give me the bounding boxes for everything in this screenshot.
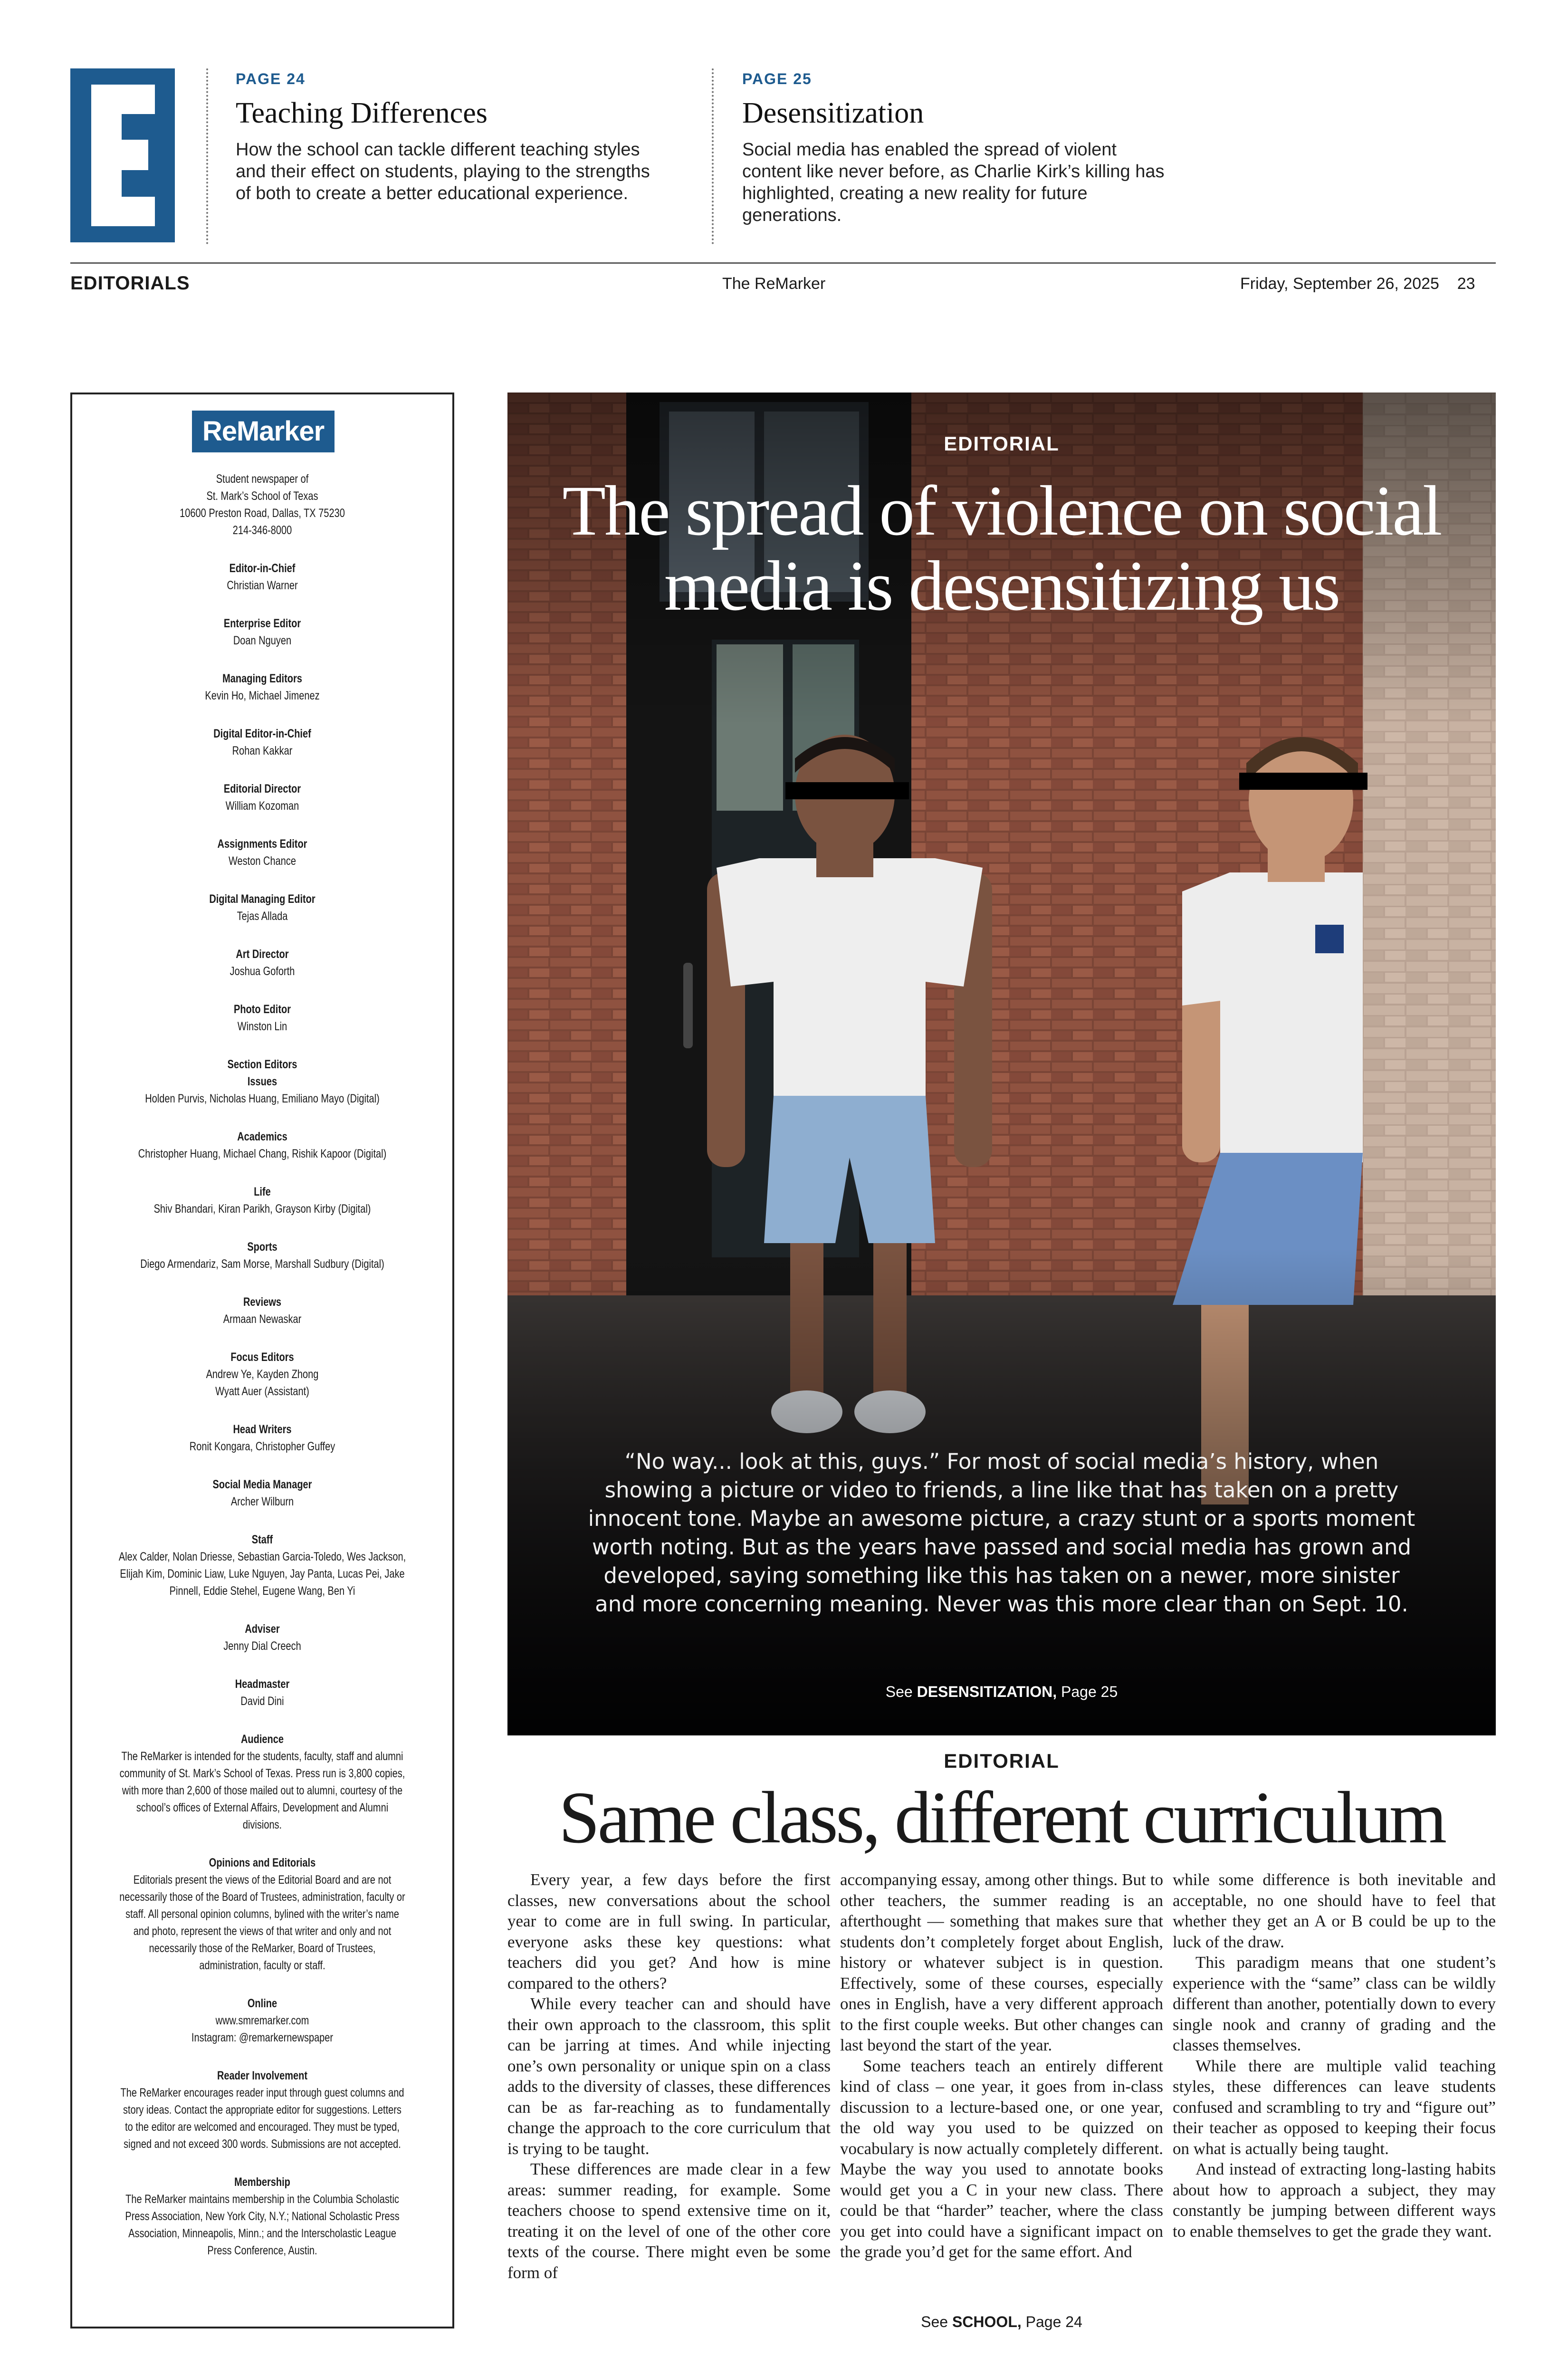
paragraph: Every year, a few days before the first classes, new conversations about the school year to come are in full swing. In particular, everyone asks these key questions: what teachers did you get? And how is mine compared to the others? (507, 1870, 831, 1993)
article-column-3 (1173, 1869, 1496, 2242)
staff-names: Christian Warner (227, 579, 298, 592)
staff-role: Head Writers (233, 1423, 292, 1436)
masthead-intro-line: St. Mark’s School of Texas (206, 489, 318, 503)
staff-names: David Dini (240, 1695, 284, 1708)
jump-prefix: See (885, 1683, 913, 1700)
staff-role: Editorial Director (223, 782, 301, 795)
staff-role: Assignments Editor (217, 837, 307, 851)
staff-entry (118, 1421, 407, 1455)
staff-role: Membership (234, 2175, 290, 2189)
staff-entry (118, 670, 407, 704)
staff-role: Adviser (245, 1622, 280, 1636)
staff-names: Rohan Kakkar (232, 744, 293, 757)
staff-names: Kevin Ho, Michael Jimenez (205, 689, 320, 702)
staff-names: Alex Calder, Nolan Driesse, Sebastian Garcia-Toledo, Wes Jackson, Elijah Kim, Dominic Liaw, Luke Nguyen, Jay Panta, Lucas Pei, Jake Pinnell, Eddie Stehel, Eugene Wang, Ben Yi (118, 1550, 406, 1598)
remarker-logo: ReMarker (192, 411, 335, 452)
staff-entry (118, 891, 407, 925)
paragraph: while some difference is both inevitable and acceptable, no one should have to feel that whether they get an A or B could be up to the luck of the draw. (1173, 1870, 1496, 1951)
staff-entry (118, 1238, 407, 1273)
paper-name: The ReMarker (722, 275, 826, 293)
staff-entry (118, 1128, 407, 1162)
staff-entry (118, 1349, 407, 1400)
paragraph: While there are multiple valid teaching styles, these differences can leave students confused and scrambling to try and “figure out” their teacher as opposed to keeping their focus on what is actually being taught. (1173, 2056, 1496, 2158)
policy-text: The ReMarker maintains membership in the Columbia Scholastic Press Association, New York City, N.Y.; National Scholastic Press Association, Minneapolis, Minn.; and the Interscholastic League Press Conference, Austin. (125, 2193, 400, 2257)
staff-names: Weston Chance (229, 854, 296, 868)
staff-entry (118, 1531, 407, 1600)
staff-role: Audience (240, 1733, 284, 1746)
staff-role: Online (247, 1997, 277, 2010)
staff-role: Focus Editors (230, 1351, 294, 1364)
staff-role: Reviews (243, 1295, 282, 1309)
staff-names: Doan Nguyen (233, 634, 292, 647)
photo-kicker: EDITORIAL (944, 432, 1060, 455)
policy-text: Editorials present the views of the Editorial Board and are not necessarily those of the Board of Trustees, administration, faculty or staff. All personal opinion columns, bylined with the writer’s name and photo, represent the views of that writer and only and not necessarily those of the ReMarker, Board of Trustees, administration, faculty or staff. (119, 1873, 405, 1972)
paragraph: While every teacher can and should have their own approach to the classroom, this split can be jarring at times. And while injecting one’s own personality or unique spin on a class adds to the diversity of classes, these differences can be as far-reaching as to fundamentally change the approach to the core curriculum that is trying to be taught. (507, 1994, 831, 2158)
staff-names: Winston Lin (237, 1020, 287, 1033)
staff-role: Reader Involvement (217, 2069, 308, 2082)
staff-names: Jenny Dial Creech (223, 1639, 301, 1653)
policy-text: The ReMarker is intended for the students, faculty, staff and alumni community of St. Mark’s School of Texas. Press run is 3,800 copies, with more than 2,600 of those mailed out to alumni, courtesy of the school’s offices of External Affairs, Development and Alumni divisions. (119, 1750, 405, 1831)
staff-role: Academics (237, 1130, 287, 1143)
teaser-desensitization[interactable] (742, 70, 1170, 226)
paragraph: Some teachers teach an entirely different kind of class – one year, it goes from in-class discussion to a lecture-based one, or one year, the old way you used to be quizzed on vocabulary is now actually completely different. Maybe the way you used to annotate books would get you a C in your new class. There could be that “harder” teacher, where the class you get into could have a significant impact on the grade you’d get for the same effort. And (840, 2056, 1163, 2261)
online-block (118, 1995, 407, 2046)
staff-entry (118, 1676, 407, 1710)
staff-names: Armaan Newaskar (223, 1313, 302, 1326)
masthead-intro-line: 10600 Preston Road, Dallas, TX 75230 (180, 507, 345, 520)
section-logo (70, 68, 175, 242)
staff-names: Tejas Allada (237, 910, 288, 923)
policy-text: The ReMarker encourages reader input through guest columns and story ideas. Contact the appropriate editor for suggestions. Letters to the editor are welcomed and encouraged. They must be typed, signed and not exceed 300 words. Submissions are not accepted. (120, 2086, 404, 2151)
article-column-1 (507, 1869, 831, 2283)
editorial-kicker: EDITORIAL (944, 1750, 1060, 1772)
photo-headline[interactable]: The spread of violence on social media is desensitizing us (562, 471, 1441, 625)
paragraph: And instead of extracting long-lasting habits about how to approach a subject, they may constantly be jumping between different ways to enable themselves to get the grade they want. (1173, 2160, 1496, 2241)
section-letter-e-icon (70, 68, 175, 242)
staff-entry (118, 1001, 407, 1035)
involvement-block (118, 2067, 407, 2153)
staff-role: Enterprise Editor (223, 617, 301, 630)
paragraph: This paradigm means that one student’s experience with the “same” class can be wildly different than another, potentially down to every single nook and cranny of grading and the classes themselves. (1173, 1953, 1496, 2054)
staff-names: Diego Armendariz, Sam Morse, Marshall Sudbury (Digital) (140, 1257, 384, 1271)
staff-role: Photo Editor (234, 1003, 291, 1016)
staff-entry (118, 1293, 407, 1328)
staff-role: Staff (251, 1533, 273, 1546)
desensitization-jump-link[interactable] (507, 1683, 1496, 1701)
teaser-divider (206, 68, 208, 244)
staff-names: Joshua Goforth (229, 965, 295, 978)
staff-entry (118, 725, 407, 759)
jump-page: Page 24 (1025, 2313, 1082, 2330)
staff-entry (118, 946, 407, 980)
photo-lede: “No way... look at this, guys.” For most of social media’s history, when showing a picture or video to friends, a line like that has taken on a pretty innocent tone. Maybe an awesome picture, a crazy stunt or a sports moment worth noting. But as the years have passed and social media has grown and developed, saying something like this has taken on a newer, more sinister and more concerning meaning. Never was this more clear than on Sept. 10. (588, 1449, 1415, 1617)
staff-names: Christopher Huang, Michael Chang, Rishik Kapoor (Digital) (138, 1147, 387, 1160)
staff-names: William Kozoman (225, 799, 299, 813)
staff-entry (118, 615, 407, 649)
staff-role: Digital Managing Editor (209, 892, 316, 906)
staff-names: Archer Wilburn (230, 1495, 294, 1508)
staff-entry (118, 560, 407, 594)
teaser-teaching-differences[interactable] (236, 70, 663, 204)
teaser-divider (712, 68, 714, 244)
staff-names: Wyatt Auer (Assistant) (215, 1385, 309, 1398)
masthead-intro-line: 214-346-8000 (232, 524, 292, 537)
staff-entry (118, 1183, 407, 1217)
article-column-2 (840, 1869, 1163, 2262)
opinions-block (118, 1854, 407, 1974)
staff-entry (118, 1620, 407, 1655)
membership-block (118, 2174, 407, 2259)
staff-role: Digital Editor-in-Chief (213, 727, 311, 740)
staff-entry (118, 780, 407, 814)
staff-names: Andrew Ye, Kayden Zhong (206, 1368, 319, 1381)
teaser-page: PAGE 24 (236, 70, 306, 87)
staff-role: Social Media Manager (212, 1478, 312, 1491)
staff-role: Editor-in-Chief (229, 562, 296, 575)
paragraph: accompanying essay, among other things. But to other teachers, the summer reading is an afterthought — something that makes sure that students don’t completely forget about English, history or whatever subject is in question. Effectively, some of these courses, especially ones in English, have a very different approach to the first couple weeks. But other changes can last beyond the start of the year. (840, 1870, 1163, 2054)
staff-names: Holden Purvis, Nicholas Huang, Emiliano Mayo (Digital) (145, 1092, 380, 1105)
date-page: Friday, September 26, 2025 23 (1240, 275, 1475, 293)
staff-role: Art Director (236, 948, 289, 961)
header-rule (70, 262, 1496, 264)
staff-entry (118, 835, 407, 870)
masthead-intro (118, 470, 407, 539)
staff-entry (118, 1476, 407, 1510)
teaser-page: PAGE 25 (742, 70, 812, 87)
masthead-intro-line: Student newspaper of (216, 472, 309, 486)
jump-page: Page 25 (1061, 1683, 1118, 1700)
staff-role: Managing Editors (222, 672, 302, 685)
school-jump-link[interactable] (507, 2313, 1496, 2331)
section-name: EDITORIALS (70, 273, 190, 294)
paragraph: These differences are made clear in a few areas: summer reading, for example. Some teachers choose to spend extensive time on it, treating it on the level of one of the other core texts of the course. There might even be some form of (507, 2160, 831, 2282)
staff-role: Sports (247, 1240, 277, 1254)
jump-prefix: See (921, 2313, 948, 2330)
editorial-headline[interactable]: Same class, different curriculum (558, 1776, 1445, 1859)
teaser-title[interactable]: Teaching Differences (236, 97, 488, 129)
jump-word: DESENSITIZATION, (917, 1683, 1057, 1700)
section-editors (118, 1056, 407, 1107)
website-link[interactable]: www.smremarker.com (215, 2014, 309, 2027)
masthead-box (70, 393, 454, 2328)
teaser-dek: How the school can tackle different teaching styles and their effect on students, playing to the strengths of both to create a better educational experience. (236, 140, 650, 203)
teaser-dek: Social media has enabled the spread of violent content like never before, as Charlie Kirk’s killing has highlighted, creating a new reality for future generations. (742, 140, 1165, 225)
instagram-link[interactable]: Instagram: @remarkernewspaper (191, 2031, 334, 2044)
section-editors-label: Section Editors (227, 1058, 297, 1071)
staff-role: Opinions and Editorials (209, 1856, 316, 1869)
editorial-photo (507, 393, 1496, 1735)
staff-names: Ronit Kongara, Christopher Guffey (189, 1440, 335, 1453)
staff-names: Shiv Bhandari, Kiran Parikh, Grayson Kirby (Digital) (153, 1202, 371, 1216)
masthead-body (118, 470, 407, 2280)
staff-role: Life (254, 1185, 271, 1198)
staff-role: Headmaster (235, 1677, 290, 1691)
audience-block (118, 1731, 407, 1833)
teaser-title[interactable]: Desensitization (742, 97, 924, 129)
jump-word: SCHOOL, (952, 2313, 1022, 2330)
staff-role: Issues (247, 1075, 277, 1088)
